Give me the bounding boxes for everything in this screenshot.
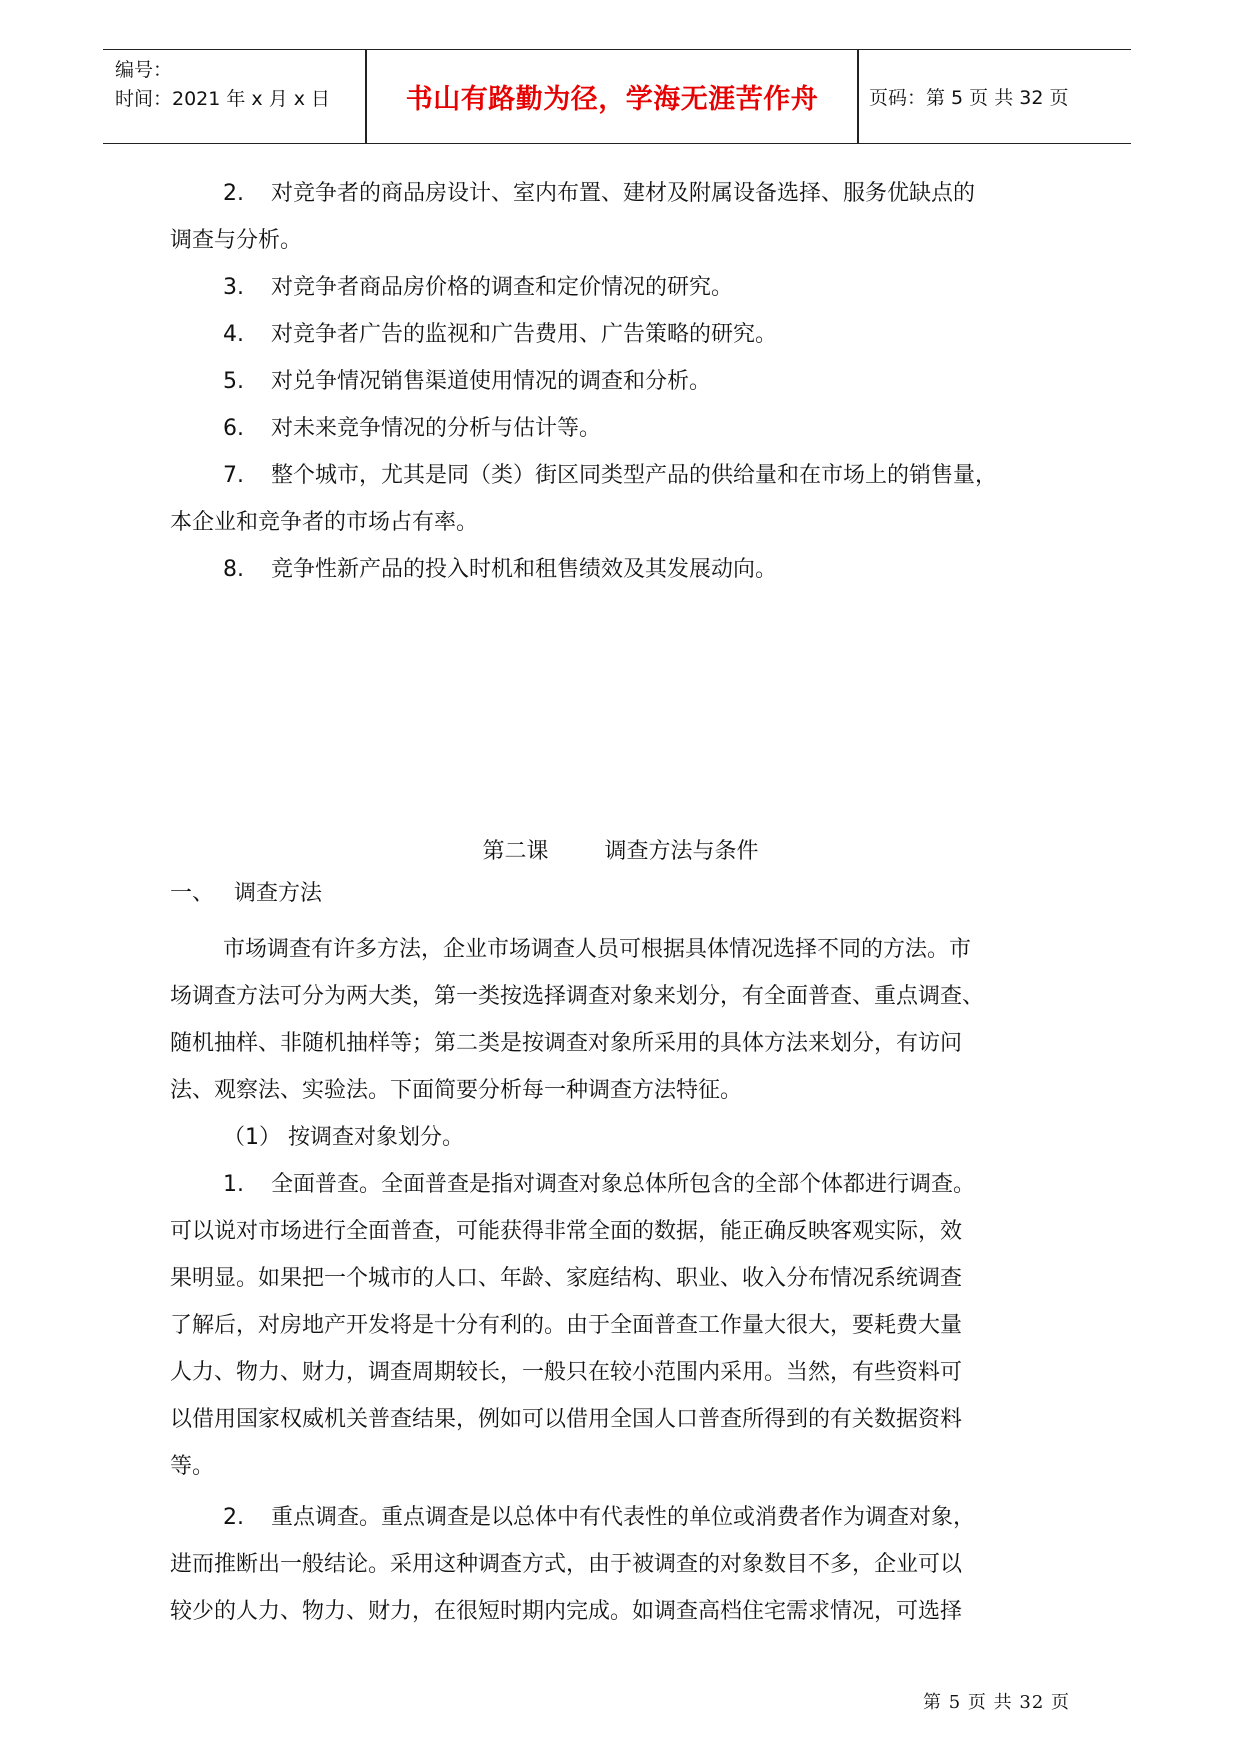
- page-footer: 第 5 页 共 32 页: [923, 1692, 1070, 1713]
- section-heading: [170, 878, 322, 910]
- list-item: [170, 1161, 1070, 1208]
- paragraph-line: 果明显。如果把一个城市的人口、年龄、家庭结构、职业、收入分布情况系统调查: [170, 1266, 963, 1291]
- paragraph-line: 法、观察法、实验法。下面简要分析每一种调查方法特征。: [170, 1078, 743, 1103]
- item-number: 8.: [223, 557, 244, 582]
- list-item: [170, 1494, 1070, 1541]
- item-text: 对兑争情况销售渠道使用情况的调查和分析。: [271, 369, 712, 394]
- header-page-label: 页码：第 5 页 共 32 页: [869, 87, 1069, 109]
- list-item: [170, 405, 1070, 452]
- item-number: 6.: [223, 416, 244, 441]
- paragraph-line: 等。: [170, 1454, 215, 1479]
- list-item: [170, 264, 1070, 311]
- item-text: 对竞争者的商品房设计、室内布置、建材及附属设备选择、服务优缺点的: [271, 181, 976, 206]
- header-divider: [857, 50, 859, 143]
- item-number: 2.: [223, 181, 244, 206]
- item-text: 重点调查。重点调查是以总体中有代表性的单位或消费者作为调查对象，: [271, 1505, 976, 1530]
- item-number: 2.: [223, 1505, 244, 1530]
- list-item: [170, 311, 1070, 358]
- list-item: [170, 546, 1070, 593]
- paragraph-line: 了解后，对房地产开发将是十分有利的。由于全面普查工作量大很大，要耗费大量: [170, 1313, 963, 1338]
- header-meta: [115, 56, 330, 114]
- item-number: 7.: [223, 463, 244, 488]
- item-text: 竞争性新产品的投入时机和租售绩效及其发展动向。: [271, 557, 778, 582]
- lesson-title: 第二课 调查方法与条件: [482, 839, 759, 864]
- list-item: [170, 170, 1070, 217]
- document-header: [103, 49, 1131, 144]
- number-label: 编号：: [115, 59, 173, 81]
- paragraph-line: 市场调查有许多方法，企业市场调查人员可根据具体情况选择不同的方法。市: [223, 937, 972, 962]
- section-title: 调查方法: [234, 881, 323, 906]
- item-number: 5.: [223, 369, 244, 394]
- paragraph-line: 场调查方法可分为两大类，第一类按选择调查对象来划分，有全面普查、重点调查、: [170, 984, 985, 1009]
- list-item-continuation: 本企业和竞争者的市场占有率。: [170, 510, 479, 535]
- list-item: [170, 358, 1070, 405]
- item-text: 整个城市，尤其是同（类）街区同类型产品的供给量和在市场上的销售量，: [271, 463, 998, 488]
- competition-list: [170, 170, 1070, 593]
- item-text: 对竞争者商品房价格的调查和定价情况的研究。: [271, 275, 734, 300]
- section-number: 一、: [170, 881, 215, 906]
- paragraph-line: 随机抽样、非随机抽样等；第二类是按调查对象所采用的具体方法来划分，有访问: [170, 1031, 963, 1056]
- item-number: 1.: [223, 1172, 244, 1197]
- sub-heading: （1） 按调查对象划分。: [223, 1125, 464, 1150]
- paragraph-line: 进而推断出一般结论。采用这种调查方式，由于被调查的对象数目不多，企业可以: [170, 1552, 963, 1577]
- paragraph-line: 较少的人力、物力、财力，在很短时期内完成。如调查高档住宅需求情况，可选择: [170, 1599, 963, 1624]
- paragraph-line: 以借用国家权威机关普查结果，例如可以借用全国人口普查所得到的有关数据资料: [170, 1407, 963, 1432]
- item-text: 对未来竞争情况的分析与估计等。: [271, 416, 602, 441]
- time-label: 时间：2021 年 x 月 x 日: [115, 88, 331, 110]
- list-item: [170, 452, 1070, 499]
- item-text: 对竞争者广告的监视和广告费用、广告策略的研究。: [271, 322, 778, 347]
- paragraph-line: 人力、物力、财力，调查周期较长，一般只在较小范围内采用。当然，有些资料可: [170, 1360, 963, 1385]
- list-item-continuation: 调查与分析。: [170, 228, 303, 253]
- item-number: 3.: [223, 275, 244, 300]
- item-text: 全面普查。全面普查是指对调查对象总体所包含的全部个体都进行调查。: [271, 1172, 976, 1197]
- body-text: [170, 926, 1070, 1635]
- item-number: 4.: [223, 322, 244, 347]
- paragraph-line: 可以说对市场进行全面普查，可能获得非常全面的数据，能正确反映客观实际，效: [170, 1219, 963, 1244]
- header-motto: 书山有路勤为径，学海无涯苦作舟: [405, 84, 819, 115]
